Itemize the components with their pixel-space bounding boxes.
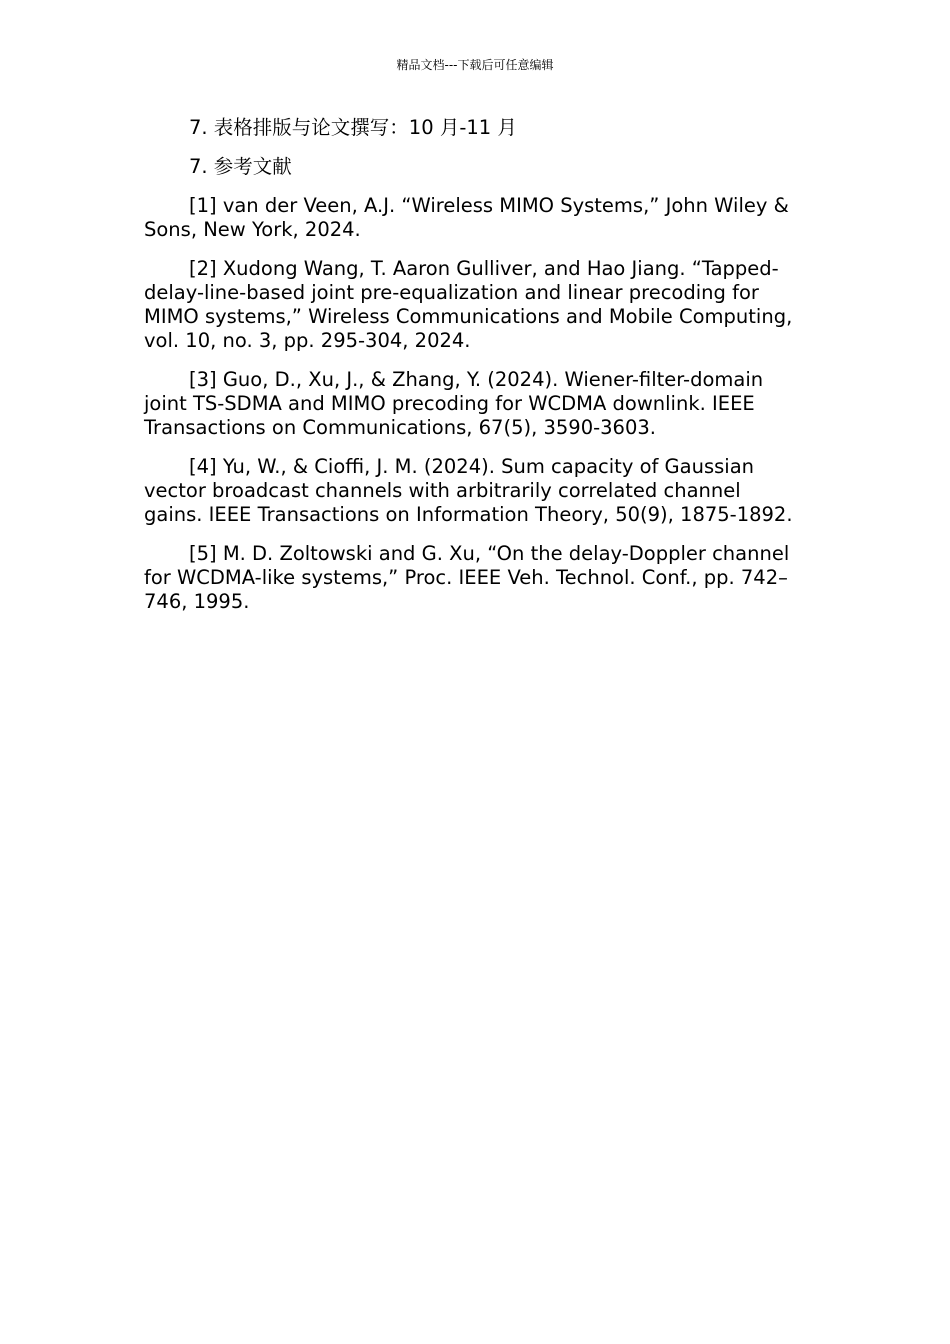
- reference-item-4: [4] Yu, W., & Cioffi, J. M. (2024). Sum capacity of Gaussian vector broadcast channels with arbitrarily correlated channel gains. IEEE Transactions on Information Theory, 50(9), 1875-1892.: [144, 455, 793, 526]
- schedule-item: 7. 表格排版与论文撰写：10 月-11 月: [189, 116, 517, 139]
- document-body: [144, 116, 804, 629]
- reference-item-3: [3] Guo, D., Xu, J., & Zhang, Y. (2024). Wiener-filter-domain joint TS-SDMA and MIMO precoding for WCDMA downlink. IEEE Transactions on Communications, 67(5), 3590-3603.: [144, 368, 764, 439]
- page-header: 精品文档---下载后可任意编辑: [396, 58, 554, 72]
- reference-item-1: [1] van der Veen, A.J. “Wireless MIMO Systems,” John Wiley & Sons, New York, 2024.: [144, 194, 789, 241]
- references-heading: 7. 参考文献: [189, 155, 292, 178]
- reference-item-2: [2] Xudong Wang, T. Aaron Gulliver, and Hao Jiang. “Tapped-delay-line-based joint pre-equalization and linear precoding for MIMO systems,” Wireless Communications and Mobile Computing, vol. 10, no. 3, pp. 295-304, 2024.: [144, 257, 793, 352]
- reference-item-5: [5] M. D. Zoltowski and G. Xu, “On the delay-Doppler channel for WCDMA-like systems,” Proc. IEEE Veh. Technol. Conf., pp. 742–746, 1995.: [144, 542, 790, 613]
